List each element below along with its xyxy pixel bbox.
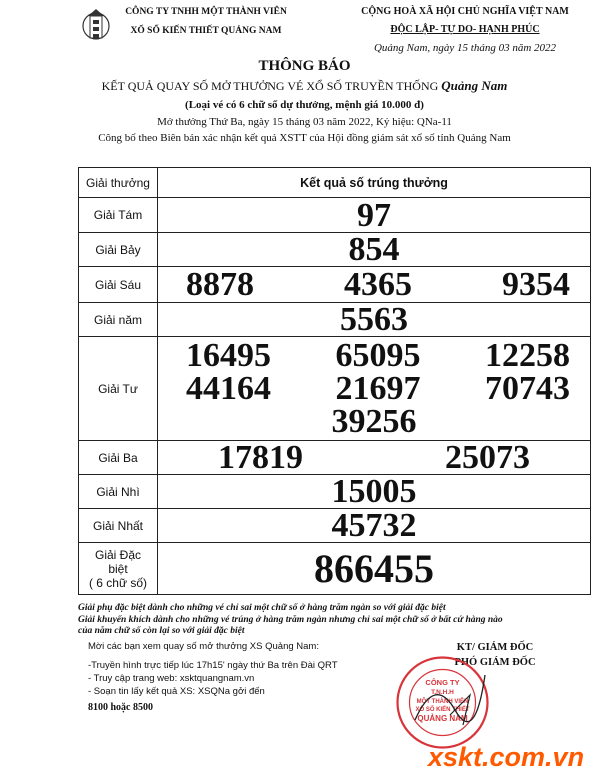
subtitle-text: KẾT QUẢ QUAY SỐ MỞ THƯỞNG VÉ XỔ SỐ TRUYỀN THỐNG bbox=[101, 79, 439, 93]
note-line: Giải khuyến khích dành cho những vé trúng ở hàng trăm ngàn nhưng chỉ sai một chữ số ở bất cứ hàng nào bbox=[78, 614, 503, 625]
winning-number: 5563 bbox=[340, 301, 408, 338]
prize-notes bbox=[78, 603, 598, 638]
winning-number: 21697 bbox=[335, 370, 421, 407]
prize-label: Giải Sáu bbox=[79, 267, 158, 303]
announce-text: Công bố theo Biên bản xác nhận kết quả XSTT của Hội đồng giám sát xổ số tỉnh Quảng Nam bbox=[98, 132, 511, 144]
prize-result bbox=[158, 475, 591, 509]
document-subtitle bbox=[0, 76, 609, 96]
table-row bbox=[79, 337, 591, 441]
prize-label: Giải Ba bbox=[79, 441, 158, 475]
prize-result bbox=[158, 198, 591, 233]
nation-header bbox=[330, 3, 600, 57]
winning-number: 16495 bbox=[186, 337, 271, 374]
company-name-line2: XỔ SỐ KIẾN THIẾT QUẢNG NAM bbox=[130, 26, 282, 36]
info-sms: - Soạn tin lấy kết quả XS: XSQNa gởi đến bbox=[88, 686, 265, 697]
stamp-text: CÔNG TY bbox=[425, 678, 460, 687]
prize-column-header: Giải thưởng bbox=[79, 168, 158, 198]
table-row bbox=[79, 198, 591, 233]
prize-label: Giải năm bbox=[79, 303, 158, 337]
table-row bbox=[79, 475, 591, 509]
prize-label: Giải Nhì bbox=[79, 475, 158, 509]
prize-label bbox=[79, 543, 158, 595]
signature-title2: PHÓ GIÁM ĐỐC bbox=[454, 657, 536, 668]
winning-number: 4365 bbox=[344, 266, 412, 303]
winning-number: 39256 bbox=[331, 403, 417, 440]
stamp-text: XỔ SỐ KIẾN THIẾT bbox=[415, 707, 470, 713]
results-table bbox=[78, 167, 591, 595]
prize-result bbox=[158, 233, 591, 267]
prize-result bbox=[158, 337, 591, 441]
company-header bbox=[96, 3, 316, 41]
winning-number: 97 bbox=[357, 196, 391, 234]
draw-info: Mở thưởng Thứ Ba, ngày 15 tháng 03 năm 2022, Ký hiệu: QNa-11 bbox=[157, 116, 452, 128]
nation-motto: ĐỘC LẬP- TỰ DO- HẠNH PHÚC bbox=[390, 24, 540, 35]
special-prize-label: Giải Đặc bbox=[94, 547, 141, 562]
prize-result bbox=[158, 441, 591, 475]
winning-number: 9354 bbox=[502, 266, 570, 303]
prize-label: Giải Tám bbox=[79, 198, 158, 233]
special-prize-label: biệt bbox=[108, 561, 128, 576]
prize-label: Giải Tư bbox=[79, 337, 158, 441]
nation-line1: CỘNG HOÀ XÃ HỘI CHỦ NGHĨA VIỆT NAM bbox=[361, 6, 569, 17]
ticket-info: (Loại vé có 6 chữ số dự thưởng, mệnh giá 10.000 đ) bbox=[185, 99, 424, 111]
document-title: THÔNG BÁO bbox=[258, 58, 351, 74]
info-invite: Mời các bạn xem quay số mở thưởng XS Quảng Nam: bbox=[88, 641, 319, 652]
title-block bbox=[0, 56, 609, 146]
note-line: Giải phụ đặc biệt dành cho những vé chỉ sai một chữ số ở hàng trăm ngàn so với giải đặc biệt bbox=[78, 603, 446, 613]
note-line: của năm chữ số còn lại so với giải đặc biệt bbox=[78, 626, 245, 636]
table-header-row bbox=[79, 168, 591, 198]
stamp-text: QUẢNG NAM bbox=[417, 714, 468, 723]
winning-number: 854 bbox=[348, 231, 400, 268]
table-row bbox=[79, 303, 591, 337]
winning-number: 17819 bbox=[218, 439, 303, 476]
stamp-text: MỘT THÀNH VIÊN bbox=[416, 699, 469, 705]
prize-label: Giải Bảy bbox=[79, 233, 158, 267]
prize-result bbox=[158, 509, 591, 543]
table-row bbox=[79, 233, 591, 267]
document-date: Quảng Nam, ngày 15 tháng 03 năm 2022 bbox=[373, 42, 557, 54]
winning-number: 8878 bbox=[186, 266, 254, 303]
prize-result bbox=[158, 303, 591, 337]
company-stamp bbox=[395, 655, 490, 750]
prize-label: Giải Nhất bbox=[79, 509, 158, 543]
winning-number: 12258 bbox=[485, 337, 570, 374]
info-sms-numbers: 8100 hoặc 8500 bbox=[88, 702, 153, 713]
signature-title1: KT/ GIÁM ĐỐC bbox=[456, 642, 534, 653]
winning-number: 15005 bbox=[331, 473, 417, 510]
winning-number: 70743 bbox=[485, 370, 570, 407]
winning-number: 45732 bbox=[331, 507, 417, 544]
table-row bbox=[79, 509, 591, 543]
winning-number: 44164 bbox=[186, 370, 271, 407]
info-web: - Truy cập trang web: xsktquangnam.vn bbox=[88, 673, 255, 684]
special-prize-note: ( 6 chữ số) bbox=[88, 575, 148, 590]
site-watermark: xskt.com.vn bbox=[428, 742, 585, 772]
prize-result bbox=[158, 543, 591, 595]
result-column-header: Kết quả số trúng thưởng bbox=[158, 168, 591, 198]
table-row bbox=[79, 267, 591, 303]
table-row bbox=[79, 441, 591, 475]
prize-result bbox=[158, 267, 591, 303]
subtitle-province: Quảng Nam bbox=[441, 78, 508, 93]
winning-number: 25073 bbox=[445, 439, 530, 476]
info-tv: -Truyền hình trực tiếp lúc 17h15' ngày thứ Ba trên Đài QRT bbox=[88, 660, 338, 671]
winning-number: 65095 bbox=[335, 337, 421, 374]
table-row bbox=[79, 543, 591, 595]
company-name-line1: CÔNG TY TNHH MỘT THÀNH VIÊN bbox=[125, 7, 287, 17]
info-block bbox=[88, 640, 388, 714]
stamp-text: T.N.H.H bbox=[431, 689, 454, 696]
special-winning-number: 866455 bbox=[314, 545, 434, 591]
